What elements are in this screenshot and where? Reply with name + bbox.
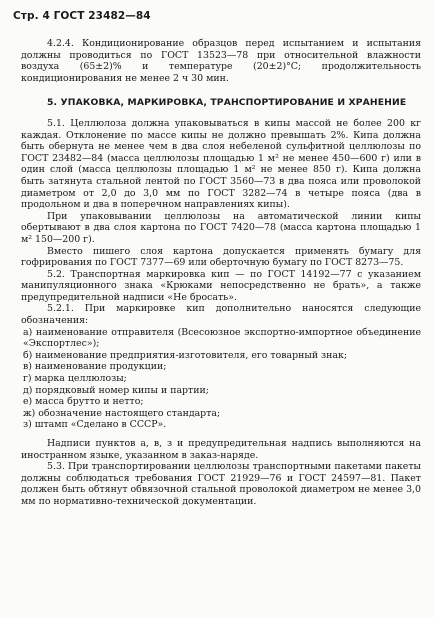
- list-item-zh: ж) обозначение настоящего стандарта;: [23, 407, 221, 419]
- list-item-d: д) порядковый номер кипы и партии;: [23, 384, 209, 396]
- paragraph-auto-line: При упаковывании целлюлозы на автоматической линии кипы обертывают в два слоя картона по ГОСТ 7420—78 (масса картона площадью 1 м² 150—200 г).: [21, 210, 421, 245]
- page-header: Стр. 4 ГОСТ 23482—84: [13, 10, 151, 22]
- paragraph-5-2-1: 5.2.1. При маркировке кип дополнительно наносятся следующие обозначения:: [21, 303, 421, 327]
- list-item-z: з) штамп «Сделано в СССР».: [23, 419, 167, 431]
- section-title: 5. УПАКОВКА, МАРКИРОВКА, ТРАНСПОРТИРОВАНИЕ И ХРАНЕНИЕ: [47, 97, 407, 109]
- list-item-a: а) наименование отправителя (Всесоюзное экспортно-импортное объединение «Экспортлес»);: [23, 326, 421, 350]
- paragraph-instead-layer: Вместо пишего слоя картона допускается применять бумагу для гофрирования по ГОСТ 7377—69 или оберточную бумагу по ГОСТ 8273—75.: [21, 245, 421, 269]
- list-item-v: в) наименование продукции;: [23, 361, 167, 373]
- paragraph-5-3: 5.3. При транспортировании целлюлозы транспортными пакетами пакеты должны соблюдаться требования ГОСТ 21929—76 и ГОСТ 24597—81. Пакет должен быть обтянут обвязочной стальной проволокой диаметром не менее 3,0 мм по нормативно-технической документации.: [21, 461, 421, 507]
- paragraph-4-2-4: 4.2.4. Кондиционирование образцов перед испытанием и испытания должны проводиться по ГОСТ 13523—78 при относительной влажности воздуха (65±2)% и температуре (20±2)°С; продолжительность кондиционирования не менее 2 ч 30 мин.: [21, 38, 421, 84]
- document-body: [21, 38, 421, 508]
- list-item-b: б) наименование предприятия-изготовителя, его товарный знак;: [23, 349, 348, 361]
- list-item-e: е) масса брутто и нетто;: [23, 396, 144, 408]
- paragraph-5-2: 5.2. Транспортная маркировка кип — по ГОСТ 14192—77 с указанием манипуляционного знака «Крюками непосредственно не брать», а также предупредительной надписи «Не бросать».: [21, 268, 421, 303]
- paragraph-inscriptions: Надписи пунктов а, в, з и предупредительная надпись выполняются на иностранном языке, указанном в заказ-наряде.: [21, 438, 421, 461]
- paragraph-5-1: 5.1. Целлюлоза должна упаковываться в кипы массой не более 200 кг каждая. Отклонение по массе кипы не должно превышать 2%. Кипа должна быть обернута не менее чем в два слоя небеленой сульфитной целлюлозы по ГОСТ 23482—84 (масса целлюлозы площадью 1 м² не менее 450—600 г) или в один слой (масса целлюлозы площадью 1 м² не менее 850 г). Кипа должна быть затянута стальной лентой по ГОСТ 3560—73 в два пояса или проволокой диаметром от 2,0 до 3,0 мм по ГОСТ 3282—74 в четыре пояса (два в продольном и два в поперечном направлениях кипы).: [21, 117, 421, 211]
- list-item-g: г) марка целлюлозы;: [23, 373, 127, 385]
- spacer: [21, 431, 421, 438]
